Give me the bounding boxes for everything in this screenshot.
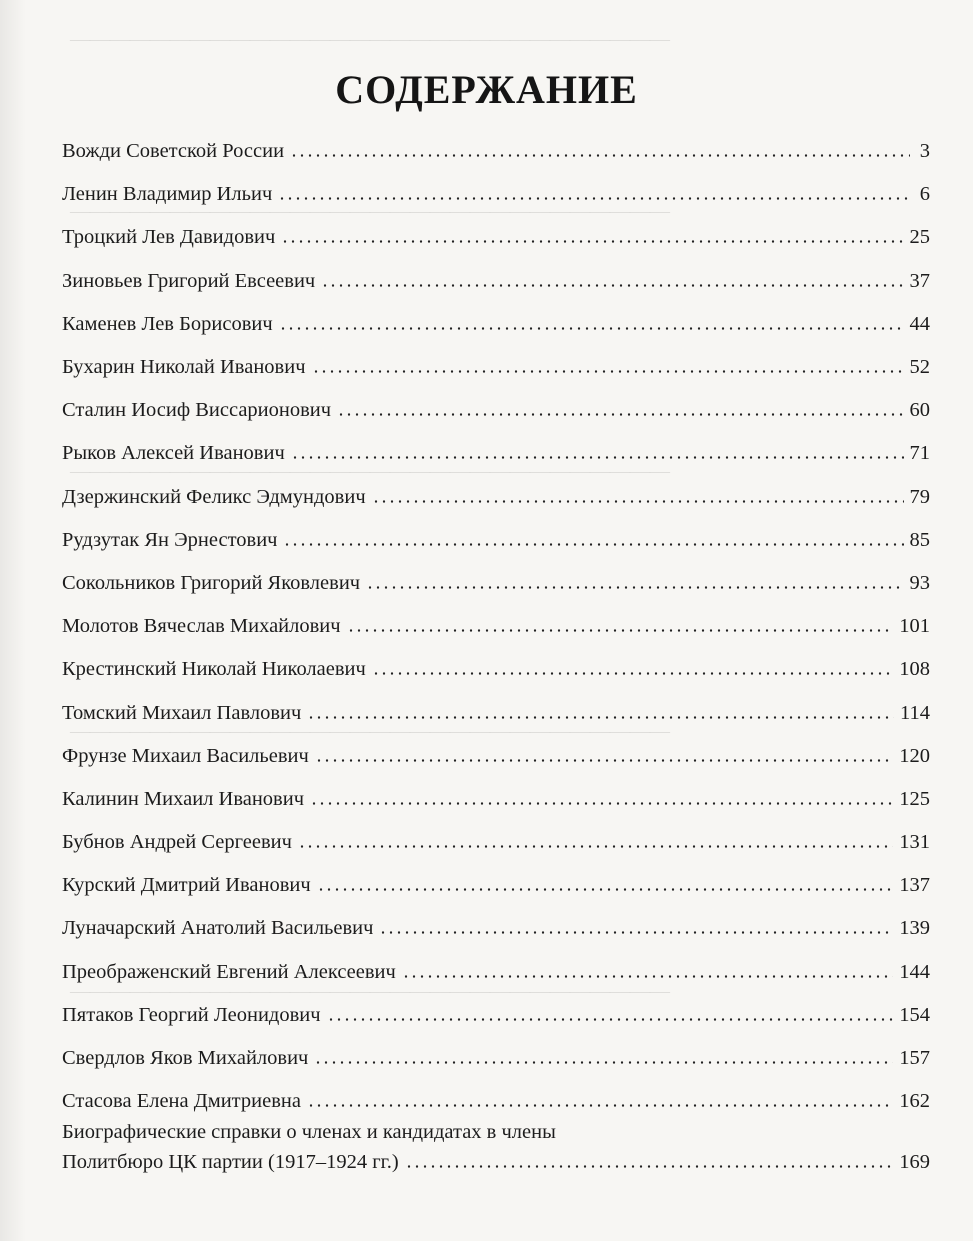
entry-name: Дзержинский Феликс Эдмундович: [62, 485, 366, 508]
entry-page: 157: [899, 1047, 930, 1070]
entry-page: 139: [899, 917, 930, 940]
toc-entry[interactable]: [62, 605, 930, 648]
entry-name: Бубнов Андрей Сергеевич: [62, 831, 292, 854]
entry-page: 60: [909, 399, 930, 422]
entry-page: 108: [899, 658, 930, 681]
dot-leader: [372, 672, 893, 675]
entry-page: 52: [909, 356, 930, 379]
dot-leader: [283, 543, 903, 546]
toc-entry[interactable]: [62, 864, 930, 907]
entry-page: 85: [909, 528, 930, 551]
entry-name: Стасова Елена Дмитриевна: [62, 1090, 301, 1113]
dot-leader: [372, 500, 904, 503]
toc-entry[interactable]: [62, 346, 930, 389]
entry-name: Фрунзе Михаил Васильевич: [62, 744, 309, 767]
entry-page: 169: [899, 1151, 930, 1173]
dot-leader: [337, 413, 903, 416]
dot-leader: [327, 1018, 894, 1021]
toc-entry[interactable]: [62, 1037, 930, 1080]
toc-entry[interactable]: [62, 994, 930, 1037]
dot-leader: [314, 1061, 893, 1064]
entry-page: 120: [899, 744, 930, 767]
entry-name: Рыков Алексей Иванович: [62, 442, 285, 465]
entry-name: Свердлов Яков Михайлович: [62, 1047, 309, 1070]
table-of-contents: [62, 130, 930, 1123]
toc-entry[interactable]: [62, 173, 930, 216]
toc-entry[interactable]: [62, 907, 930, 950]
toc-entry[interactable]: [62, 432, 930, 475]
toc-entry[interactable]: [62, 778, 930, 821]
dot-leader: [347, 629, 894, 632]
dot-leader: [281, 240, 903, 243]
entry-page: 71: [909, 442, 930, 465]
toc-entry[interactable]: [62, 260, 930, 303]
dot-leader: [402, 975, 893, 978]
toc-entry[interactable]: [62, 691, 930, 734]
dot-leader: [278, 197, 910, 200]
entry-name: Молотов Вячеслав Михайлович: [62, 615, 341, 638]
entry-name: Калинин Михаил Иванович: [62, 787, 305, 810]
toc-entry[interactable]: [62, 562, 930, 605]
dot-leader: [321, 284, 903, 287]
dot-leader: [298, 845, 893, 848]
entry-page: 3: [919, 140, 930, 163]
entry-name: Троцкий Лев Давидович: [62, 226, 276, 249]
toc-entry[interactable]: [62, 735, 930, 778]
entry-name: Сталин Иосиф Виссарионович: [62, 399, 332, 422]
entry-line-2: [62, 1147, 930, 1177]
page-title: СОДЕРЖАНИЕ: [335, 67, 638, 112]
entry-name: Зиновьев Григорий Евсеевич: [62, 269, 316, 292]
dot-leader: [317, 888, 894, 891]
toc-entry[interactable]: [62, 951, 930, 994]
entry-name: Томский Михаил Павлович: [62, 701, 302, 724]
entry-page: 93: [909, 571, 930, 594]
toc-entry[interactable]: [62, 821, 930, 864]
entry-name: Крестинский Николай Николаевич: [62, 658, 366, 681]
entry-name: Пятаков Георгий Леонидович: [62, 1003, 321, 1026]
dot-leader: [366, 586, 903, 589]
entry-page: 154: [899, 1003, 930, 1026]
dot-leader: [290, 154, 910, 157]
entry-name: Сокольников Григорий Яковлевич: [62, 571, 361, 594]
entry-page: 25: [909, 226, 930, 249]
entry-name: Рудзутак Ян Эрнестович: [62, 528, 278, 551]
toc-entry[interactable]: [62, 303, 930, 346]
dot-leader: [315, 759, 893, 762]
entry-page: 114: [900, 701, 930, 724]
dot-leader: [310, 802, 893, 805]
entry-page: 144: [899, 960, 930, 983]
entry-page: 125: [899, 787, 930, 810]
toc-entry[interactable]: [62, 648, 930, 691]
entry-name: Бухарин Николай Иванович: [62, 356, 306, 379]
entry-name-line-2: Политбюро ЦК партии (1917–1924 гг.): [62, 1151, 399, 1173]
toc-entry[interactable]: [62, 130, 930, 173]
entry-page: 79: [909, 485, 930, 508]
entry-page: 101: [899, 615, 930, 638]
toc-entry[interactable]: [62, 519, 930, 562]
toc-entry[interactable]: [62, 216, 930, 259]
dot-leader: [379, 931, 893, 934]
entry-name: Вожди Советской России: [62, 140, 285, 163]
dot-leader: [307, 716, 894, 719]
entry-name-line-1: Биографические справки о членах и кандидатах в члены: [62, 1121, 556, 1143]
dot-leader: [291, 456, 904, 459]
dot-leader: [307, 1104, 893, 1107]
dot-leader: [312, 370, 904, 373]
entry-line-1: [62, 1117, 930, 1147]
entry-name: Преображенский Евгений Алексеевич: [62, 960, 396, 983]
entry-page: 137: [899, 874, 930, 897]
entry-page: 44: [909, 312, 930, 335]
entry-name: Каменев Лев Борисович: [62, 312, 273, 335]
entry-name: Ленин Владимир Ильич: [62, 183, 273, 206]
entry-page: 131: [899, 831, 930, 854]
entry-name: Курский Дмитрий Иванович: [62, 874, 311, 897]
toc-entry[interactable]: [62, 389, 930, 432]
bleed-through-text: —————————————————————————————— —————————————————————————————— —————————————————————————————— —————————————————————————————— ——————————————————————————————: [70, 28, 670, 1002]
toc-entry[interactable]: [62, 476, 930, 519]
dot-leader: [279, 327, 904, 330]
entry-name: Луначарский Анатолий Васильевич: [62, 917, 374, 940]
entry-page: 37: [909, 269, 930, 292]
entry-page: 6: [919, 183, 930, 206]
dot-leader: [405, 1165, 894, 1168]
entry-page: 162: [899, 1090, 930, 1113]
toc-entry-biographies[interactable]: [62, 1117, 930, 1177]
page-gutter-shadow: [0, 0, 26, 1241]
